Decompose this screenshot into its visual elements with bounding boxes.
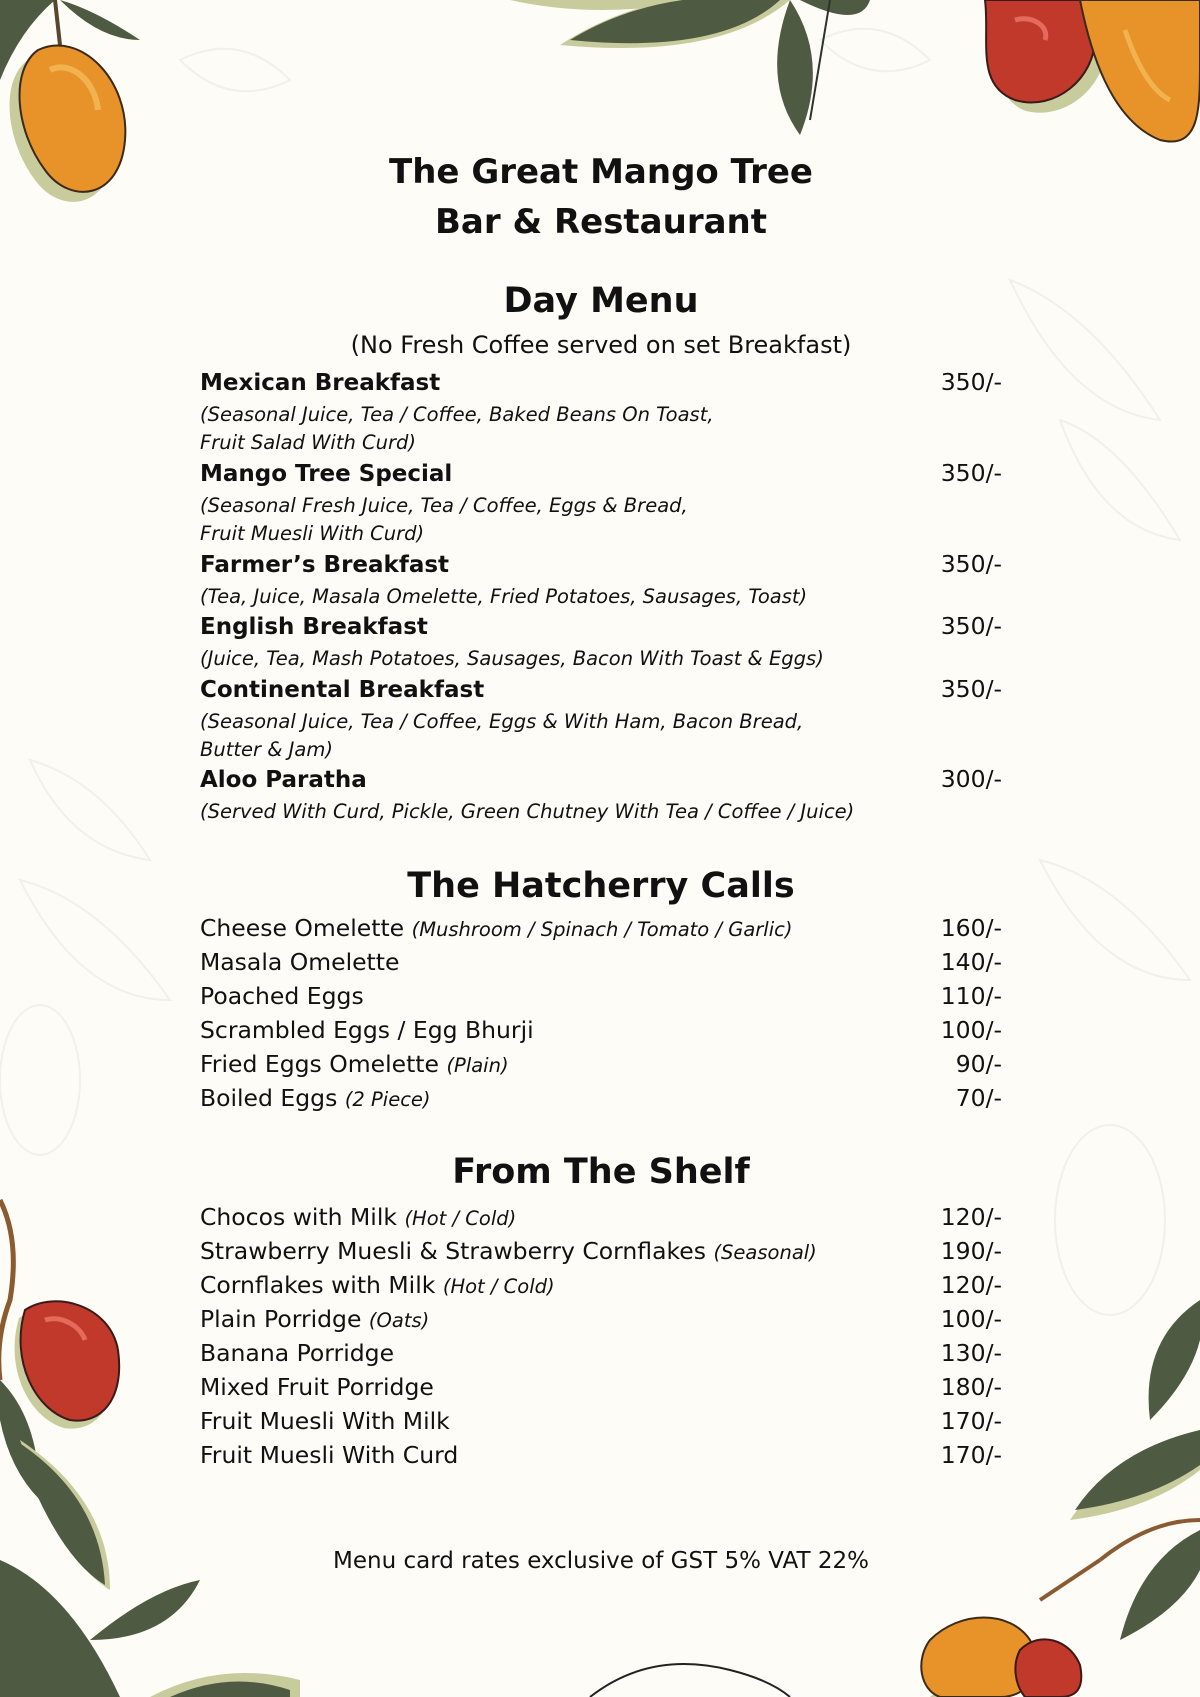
item-price: 300/- bbox=[940, 765, 1002, 793]
description-line: (Seasonal Juice, Tea / Coffee, Eggs & With Ham, Bacon Bread, bbox=[200, 710, 804, 733]
menu-item-plain-porridge bbox=[200, 1305, 1002, 1333]
leaf-outline-icon bbox=[590, 1664, 790, 1697]
description-line: (Seasonal Juice, Tea / Coffee, Baked Beans On Toast, bbox=[200, 403, 714, 426]
section-title-shelf: From The Shelf bbox=[452, 1152, 750, 1192]
mango-icon bbox=[15, 1301, 120, 1428]
menu-item-aloo-paratha bbox=[200, 765, 1002, 793]
description-line: Fruit Salad With Curd) bbox=[200, 431, 417, 454]
item-description bbox=[200, 708, 920, 764]
item-qualifier: (Mushroom / Spinach / Tomato / Garlic) bbox=[411, 918, 793, 941]
description-line: (Seasonal Fresh Juice, Tea / Coffee, Eggs & Bread, bbox=[200, 494, 688, 517]
day-menu-note: (No Fresh Coffee served on set Breakfast) bbox=[350, 331, 852, 359]
menu-item-banana-porridge bbox=[200, 1339, 1002, 1367]
item-name: Cornflakes with Milk bbox=[200, 1271, 436, 1299]
description-line: (Tea, Juice, Masala Omelette, Fried Potatoes, Sausages, Toast) bbox=[200, 585, 808, 608]
item-price: 130/- bbox=[940, 1339, 1002, 1367]
item-name-group bbox=[200, 1203, 516, 1231]
menu-item-mexican-breakfast bbox=[200, 368, 1002, 396]
item-description bbox=[200, 645, 920, 673]
item-name: Poached Eggs bbox=[200, 982, 364, 1010]
item-price: 190/- bbox=[940, 1237, 1002, 1265]
mango-icon bbox=[0, 0, 140, 202]
item-price: 350/- bbox=[940, 550, 1002, 578]
menu-item-strawberry-muesli bbox=[200, 1237, 1002, 1265]
item-name: Mexican Breakfast bbox=[200, 370, 441, 396]
item-price: 100/- bbox=[940, 1016, 1002, 1044]
section-title-day-menu: Day Menu bbox=[503, 281, 699, 321]
leaf-illustration bbox=[510, 0, 870, 135]
item-name-group bbox=[200, 1050, 509, 1078]
item-name-group bbox=[200, 914, 792, 942]
menu-item-mixed-fruit-porridge bbox=[200, 1373, 1002, 1401]
menu-item-masala-omelette bbox=[200, 948, 1002, 976]
item-price: 70/- bbox=[955, 1084, 1002, 1112]
item-qualifier: (Hot / Cold) bbox=[404, 1207, 517, 1230]
item-name: Cheese Omelette bbox=[200, 914, 405, 942]
tax-note: Menu card rates exclusive of GST 5% VAT 22% bbox=[333, 1548, 869, 1574]
item-name: Fried Eggs Omelette bbox=[200, 1050, 439, 1078]
item-price: 120/- bbox=[940, 1203, 1002, 1231]
item-price: 350/- bbox=[940, 612, 1002, 640]
item-name: Mango Tree Special bbox=[200, 461, 453, 487]
menu-item-scrambled-eggs bbox=[200, 1016, 1002, 1044]
item-name: English Breakfast bbox=[200, 614, 428, 640]
item-name-group bbox=[200, 1271, 555, 1299]
item-description bbox=[200, 583, 920, 611]
menu-item-chocos bbox=[200, 1203, 1002, 1231]
item-price: 120/- bbox=[940, 1271, 1002, 1299]
description-line: (Served With Curd, Pickle, Green Chutney With Tea / Coffee / Juice) bbox=[200, 800, 855, 823]
menu-item-english-breakfast bbox=[200, 612, 1002, 640]
menu-item-continental-breakfast bbox=[200, 675, 1002, 703]
mango-icon bbox=[985, 0, 1200, 142]
menu-item-poached-eggs bbox=[200, 982, 1002, 1010]
item-qualifier: (Hot / Cold) bbox=[442, 1275, 555, 1298]
menu-item-fruit-muesli-curd bbox=[200, 1441, 1002, 1469]
item-name: Masala Omelette bbox=[200, 948, 400, 976]
item-price: 160/- bbox=[940, 914, 1002, 942]
item-name: Mixed Fruit Porridge bbox=[200, 1373, 434, 1401]
item-name: Strawberry Muesli & Strawberry Cornflakes bbox=[200, 1237, 706, 1265]
item-price: 180/- bbox=[940, 1373, 1002, 1401]
item-name: Boiled Eggs bbox=[200, 1084, 338, 1112]
section-title-hatcherry: The Hatcherry Calls bbox=[407, 866, 795, 906]
mango-icon bbox=[921, 1618, 1081, 1697]
menu-item-mango-tree-special bbox=[200, 459, 1002, 487]
menu-item-farmers-breakfast bbox=[200, 550, 1002, 578]
description-line: Butter & Jam) bbox=[200, 738, 333, 761]
item-price: 90/- bbox=[955, 1050, 1002, 1078]
item-qualifier: (2 Piece) bbox=[344, 1088, 431, 1111]
item-qualifier: (Oats) bbox=[368, 1309, 430, 1332]
item-name: Chocos with Milk bbox=[200, 1203, 397, 1231]
item-description bbox=[200, 401, 920, 457]
item-price: 100/- bbox=[940, 1305, 1002, 1333]
item-qualifier: (Seasonal) bbox=[713, 1241, 817, 1264]
item-name: Continental Breakfast bbox=[200, 677, 485, 703]
item-qualifier: (Plain) bbox=[446, 1054, 509, 1077]
restaurant-name-line1: The Great Mango Tree bbox=[389, 152, 813, 192]
item-description bbox=[200, 492, 920, 548]
item-name: Fruit Muesli With Curd bbox=[200, 1441, 459, 1469]
item-name: Scrambled Eggs / Egg Bhurji bbox=[200, 1016, 534, 1044]
item-price: 350/- bbox=[940, 675, 1002, 703]
menu-item-fruit-muesli-milk bbox=[200, 1407, 1002, 1435]
item-price: 350/- bbox=[940, 459, 1002, 487]
item-name: Farmer’s Breakfast bbox=[200, 552, 450, 578]
item-name-group bbox=[200, 1084, 431, 1112]
item-name-group bbox=[200, 1237, 817, 1265]
item-price: 170/- bbox=[940, 1407, 1002, 1435]
item-name: Fruit Muesli With Milk bbox=[200, 1407, 450, 1435]
description-line: Fruit Muesli With Curd) bbox=[200, 522, 425, 545]
menu-item-cornflakes bbox=[200, 1271, 1002, 1299]
menu-item-boiled-eggs bbox=[200, 1084, 1002, 1112]
description-line: (Juice, Tea, Mash Potatoes, Sausages, Bacon With Toast & Eggs) bbox=[200, 647, 824, 670]
item-name: Aloo Paratha bbox=[200, 767, 367, 793]
item-price: 350/- bbox=[940, 368, 1002, 396]
item-price: 140/- bbox=[940, 948, 1002, 976]
restaurant-name-line2: Bar & Restaurant bbox=[435, 202, 767, 242]
item-name-group bbox=[200, 1305, 429, 1333]
item-description bbox=[200, 798, 1002, 826]
item-price: 170/- bbox=[940, 1441, 1002, 1469]
item-name: Banana Porridge bbox=[200, 1339, 395, 1367]
item-price: 110/- bbox=[940, 982, 1002, 1010]
item-name: Plain Porridge bbox=[200, 1305, 362, 1333]
menu-item-cheese-omelette bbox=[200, 914, 1002, 942]
menu-item-fried-eggs-omelette bbox=[200, 1050, 1002, 1078]
